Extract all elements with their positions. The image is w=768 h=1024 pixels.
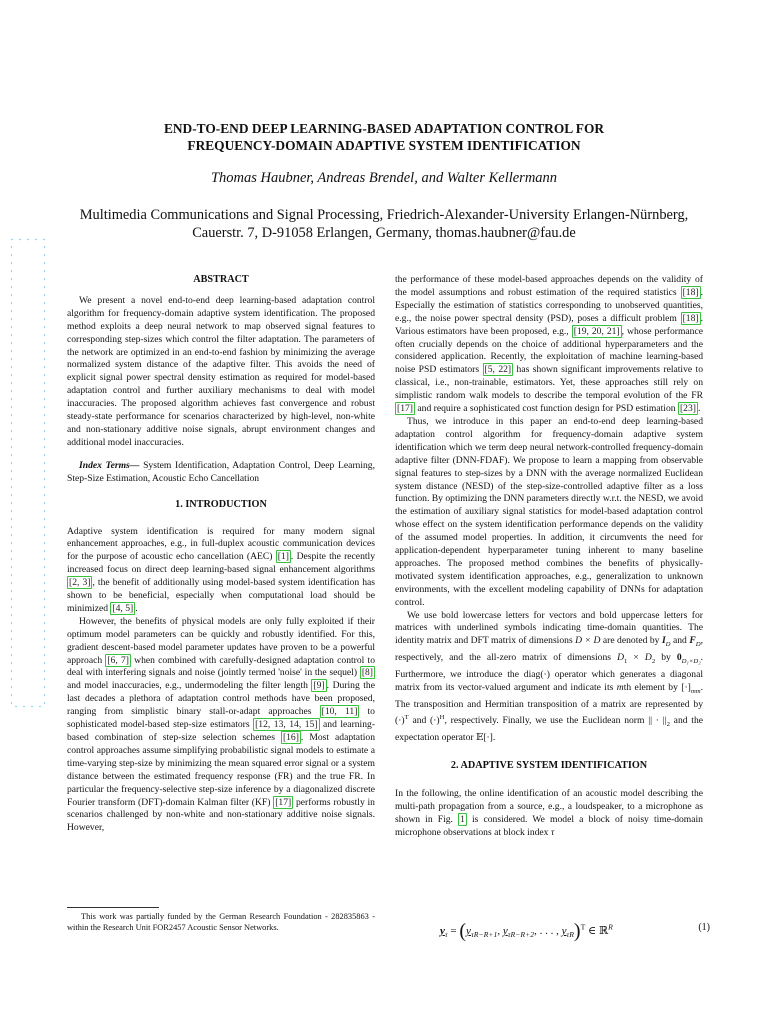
abstract-text: We present a novel end-to-end deep learning-based adaptation control algorithm for frequency-domain adaptive system identification. The proposed method exploits a deep neural network to map observed signal features to corresponding step-sizes which control the filter adaptation. The parameters of the network are optimized in an end-to-end fashion by minimizing the average normalized system distance of the adaptive filter. This avoids the need of explicit signal power spectral density estimation as required for model-based adaptation control and further auxiliary mechanisms to deal with model inaccuracies. The proposed algorithm achieves fast convergence and robust steady-state performance for scenarios characterized by high-level, non-white and non-stationary additive noise signals, abrupt environment changes and additional model inaccuracies. [67,294,375,448]
paper-title: END-TO-END DEEP LEARNING-BASED ADAPTATION CONTROL FOR FREQUENCY-DOMAIN ADAPTIVE SYSTEM IDENTIFICATION [163,121,605,153]
index-terms-text: System Identification, Adaptation Control, Deep Learning, Step-Size Estimation, Acoustic Echo Cancellation [67,459,375,484]
figure-link[interactable]: 1 [460,814,465,826]
citation-link[interactable]: [17] [397,403,413,415]
citation-link[interactable]: [6, 7] [107,654,129,666]
right-paragraph-2: Thus, we introduce in this paper an end-to-end deep learning-based adaptation control algorithm for frequency-domain adaptive system identification which we term deep neural network-controlled frequency-domain adaptive filter (DNN-FDAF). We propose to learn a mapping from observable signal features to step-sizes by a DNN with the average normalized Euclidean system distance (NESD) of the step-size-controlled adaptive filter as a loss function. By optimizing the DNN parameters directly w.r.t. the NESD, we avoid the estimation of auxiliary signal statistics for model-based adaptation control whose effect on the system identification performance depends on the validity of the assumed model properties. In addition, it circumvents the need for application-dependent hyperparameter tuning inherent to many baseline approaches. The proposed method combines the benefits of physically-motivated system identification approaches, e.g., generalization to unknown environments, with the excellent modeling capability of DNNs for adaptation control. [395,415,703,608]
left-column [67,274,375,835]
citation-link[interactable]: [18] [682,286,699,298]
citation-link[interactable]: [12, 13, 14, 15] [255,719,318,731]
equation-body: $y_\tau = (y_{\tau R-R+1}$, $y_{\tau R-R+2}$, . . . , $y_{\tau R})^T$ ∈ ℝ$^R$ [440,920,613,942]
citation-link[interactable]: [16] [282,732,299,743]
intro-paragraph-1: Adaptive system identification is required for many modern signal enhancement approaches, e.g., in full-duplex acoustic communication devices for the purpose of acoustic echo cancellation (AEC) [1] . Despite the recently increased focus on direct deep learning-based signal enhancement algorithms [2, 3] , the benefit of additionally using model-based system identification has shown to be beneficial, especially when computational load should be minimized [4, 5] . [67,525,375,614]
citation-link[interactable]: [18] [682,312,699,324]
intro-paragraph-2: However, the benefits of physical models are only fully exploited if their optimum model parameters can be quickly and robustly identified. For this, gradient descent-based model parameter updates have proven to be a powerful approach [6, 7] when combined with carefully-designed adaptation control to deal with interfering signals and noise (jointly termed 'noise' in the sequel) [8] and model inaccuracies, e.g., undermodeling the filter length [9] . During the last decades a plethora of adaptation control methods have been proposed, ranging from simplistic binary stall-or-adapt approaches [10, 11] to sophisticated model-based step-size estimators [12, 13, 14, 15] and learning-based combination of step-size selection schemes [16] . Most adaptation control approaches assume simplifying probabilistic signal models to estimate a time-varying step-size by minimizing the mean squared error signal or a system distance between the estimated frequency response (FR) and the true FR. In particular the frequency-selective step-size inference by a diagonalized discrete Fourier transform (DFT)-domain Kalman filter (KF) [17] performs robustly in scenarios challenged by non-white and non-stationary additive noise signals. However, [67,615,376,834]
citation-link[interactable]: [10, 11] [321,706,358,718]
citation-link[interactable]: [17] [275,796,292,808]
abstract-heading: ABSTRACT [193,274,249,285]
footnote-text: This work was partially funded by the German Research Foundation - 282835863 - within the Research Unit FOR2457 Acoustic Sensor Networks. [67,912,375,932]
footnote-rule [67,907,159,908]
equation-number: (1) [698,922,710,933]
right-paren: ) [573,920,581,942]
intro-heading: 1. INTRODUCTION [175,498,267,510]
citation-link[interactable]: [2, 3] [69,577,91,589]
citation-link[interactable]: [1] [277,551,289,563]
right-paragraph-1: the performance of these model-based approaches depends on the validity of the model assumptions and robust estimation of the required statistics [18] . Especially the estimation of statistics corresponding to unobserved quantities, e.g., the noise power spectral density (PSD), poses a difficult problem [18] . Various estimators have been proposed, e.g., [19, 20, 21] , whose performance often crucially depends on the choice of additional hyperparameters and the considered application. Recently, the exploitation of machine learning-based noise PSD estimators [5, 22] has shown significant improvements relative to classical, i.e., non-trainable, estimators. Yet, these approaches still rely on simplistic random walk models to describe the temporal evolution of the FR [17] and require a sophisticated cost function design for PSD estimation [23] . [395,274,704,415]
index-terms-label: Index Terms— [79,459,140,471]
notation-paragraph: We use bold lowercase letters for vectors and bold uppercase letters for matrices with underlined symbols indicating time-domain quantities. The identity matrix and DFT matrix of dimensions D × D are denoted by $I_D$ and $F_D$, respectively, and the all-zero matrix of dimensions $D_1 \times D_2$ by $0_{D_1\times D_2}$. Furthermore, we introduce the diag(·) operator which generates a diagonal matrix from its vector-valued argument and indicate its mth element by $[\cdot]_{mm}$. The transposition and Hermitian transposition of a matrix are represented by $(\cdot)^T$ and $(\cdot)^H$, respectively. Finally, we use the Euclidean norm || · $||_2$ and the expectation operator 𝔼[·]. [395,609,704,743]
section2-paragraph-1: In the following, the online identification of an acoustic model describing the multi-path propagation from a source, e.g., a loudspeaker, to a microphone as shown in Fig. 1 is considered. We model a block of noisy time-domain microphone observations at block index τ [395,788,703,839]
margin-link-box [10,238,46,708]
right-column [395,274,703,840]
citation-link[interactable]: [23] [679,403,696,415]
author-list: Thomas Haubner, Andreas Brendel, and Walter Kellermann [210,170,558,186]
footnote [67,907,375,933]
citation-link[interactable]: [19, 20, 21] [573,325,620,337]
index-terms [67,460,375,486]
citation-link[interactable]: [5, 22] [484,364,512,376]
affiliation: Multimedia Communications and Signal Processing, Friedrich-Alexander-University Erlangen-Nürnberg, Cauerstr. 7, D-91058 Erlangen, Germany, thomas.haubner@fau.de [79,207,689,241]
citation-link[interactable]: [4, 5] [112,602,134,614]
citation-link[interactable]: [8] [361,667,373,679]
left-paren: ( [459,920,467,942]
citation-link[interactable]: [9] [313,680,325,692]
equation-1 [440,914,710,940]
section2-heading: 2. ADAPTIVE SYSTEM IDENTIFICATION [450,759,648,771]
